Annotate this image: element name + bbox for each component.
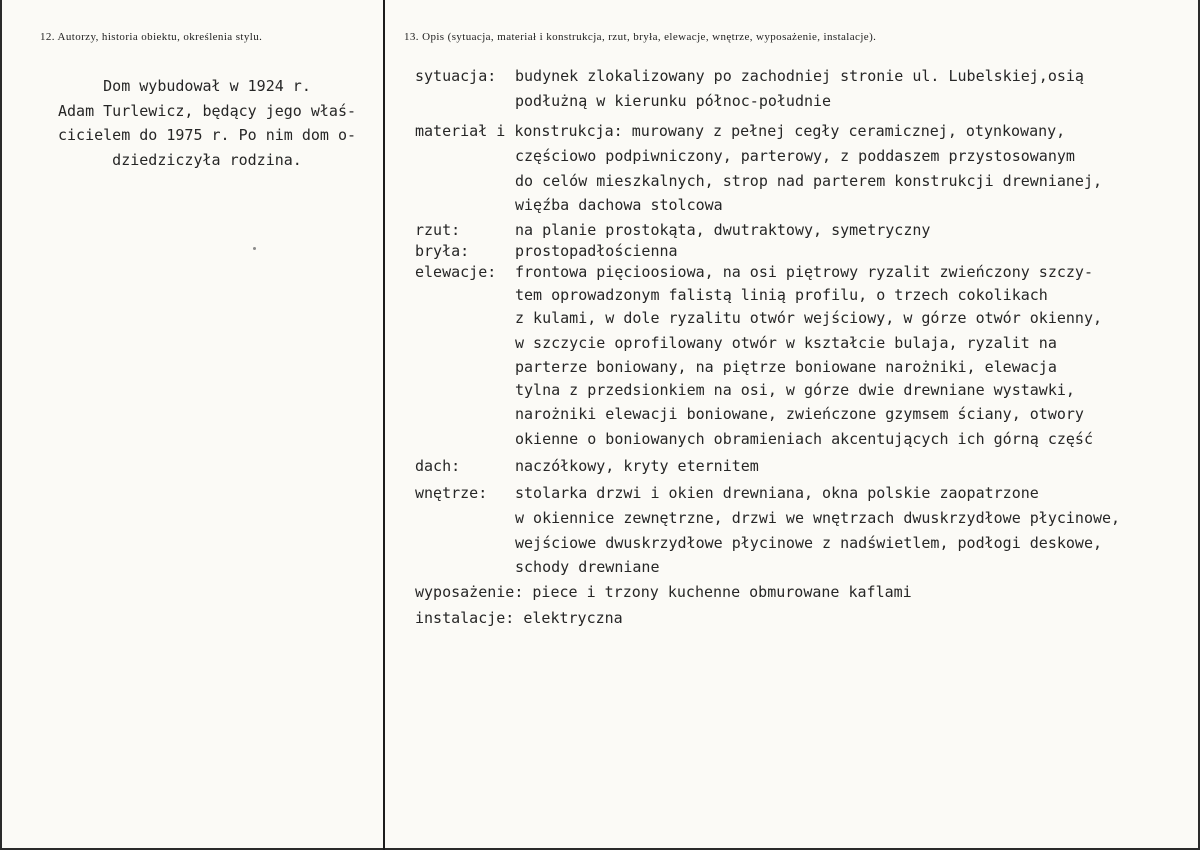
- column-divider: [383, 0, 385, 850]
- entry-line: na planie prostokąta, dwutraktowy, symetryczny: [515, 221, 931, 239]
- entry-line: podłużną w kierunku północ-południe: [515, 92, 832, 110]
- entry-term: bryła:: [415, 242, 470, 260]
- history-text: [58, 74, 356, 172]
- entry-line: częściowo podpiwniczony, parterowy, z poddaszem przystosowanym: [515, 147, 1075, 165]
- entry-line: w okiennice zewnętrzne, drzwi we wnętrzach dwuskrzydłowe płycinowe,: [515, 509, 1121, 527]
- section-12-header: 12. Autorzy, historia obiektu, określenia stylu.: [40, 31, 263, 43]
- entry-term: sytuacja:: [415, 67, 497, 85]
- entry-line: narożniki elewacji boniowane, zwieńczone gzymsem ściany, otwory: [515, 405, 1084, 423]
- entry-line: schody drewniane: [515, 558, 660, 576]
- entry-line: tylna z przedsionkiem na osi, w górze dwie drewniane wystawki,: [515, 381, 1075, 399]
- entry-line: prostopadłościenna: [515, 242, 678, 260]
- history-line: dziedziczyła rodzina.: [112, 150, 302, 169]
- entry-line: naczółkowy, kryty eternitem: [515, 457, 759, 475]
- history-line: Dom wybudował w 1924 r.: [103, 77, 311, 95]
- entry-line: tem oprowadzonym falistą linią profilu, o trzech cokolikach: [515, 286, 1048, 304]
- entry-line: więźba dachowa stolcowa: [515, 196, 723, 214]
- entry-term: rzut:: [415, 221, 461, 239]
- history-line: cicielem do 1975 r. Po nim dom o-: [58, 126, 357, 144]
- entry-line: frontowa pięcioosiowa, na osi piętrowy ryzalit zwieńczony szczy-: [515, 263, 1093, 281]
- entry-line: do celów mieszkalnych, strop nad parterem konstrukcji drewnianej,: [515, 172, 1102, 190]
- entry-line: stolarka drzwi i okien drewniana, okna polskie zaopatrzone: [515, 484, 1039, 502]
- entry-term: dach:: [415, 457, 461, 475]
- entry-term: wnętrze:: [415, 484, 488, 502]
- entry-line: materiał i konstrukcja: murowany z pełnej cegły ceramicznej, otynkowany,: [415, 122, 1066, 140]
- entry-line: w szczycie oprofilowany otwór w kształcie bulaja, ryzalit na: [515, 334, 1057, 352]
- entry-line: wyposażenie: piece i trzony kuchenne obmurowane kaflami: [415, 583, 912, 601]
- entry-line: parterze boniowany, na piętrze boniowane narożniki, elewacja: [515, 358, 1057, 376]
- entry-line: z kulami, w dole ryzalitu otwór wejściowy, w górze otwór okienny,: [515, 309, 1102, 327]
- section-13-header: 13. Opis (sytuacja, materiał i konstrukcja, rzut, bryła, elewacje, wnętrze, wyposażenie, instalacje).: [404, 31, 877, 43]
- card-left-edge: [0, 0, 2, 850]
- entry-line: budynek zlokalizowany po zachodniej stronie ul. Lubelskiej,osią: [515, 67, 1084, 85]
- paper-speck: [253, 247, 256, 250]
- entry-line: instalacje: elektryczna: [415, 609, 623, 627]
- history-line: Adam Turlewicz, będący jego właś-: [58, 101, 357, 120]
- entry-line: wejściowe dwuskrzydłowe płycinowe z nadświetlem, podłogi deskowe,: [515, 534, 1102, 552]
- entry-term: elewacje:: [415, 263, 497, 281]
- entry-line: okienne o boniowanych obramieniach akcentujących ich górną część: [515, 430, 1093, 448]
